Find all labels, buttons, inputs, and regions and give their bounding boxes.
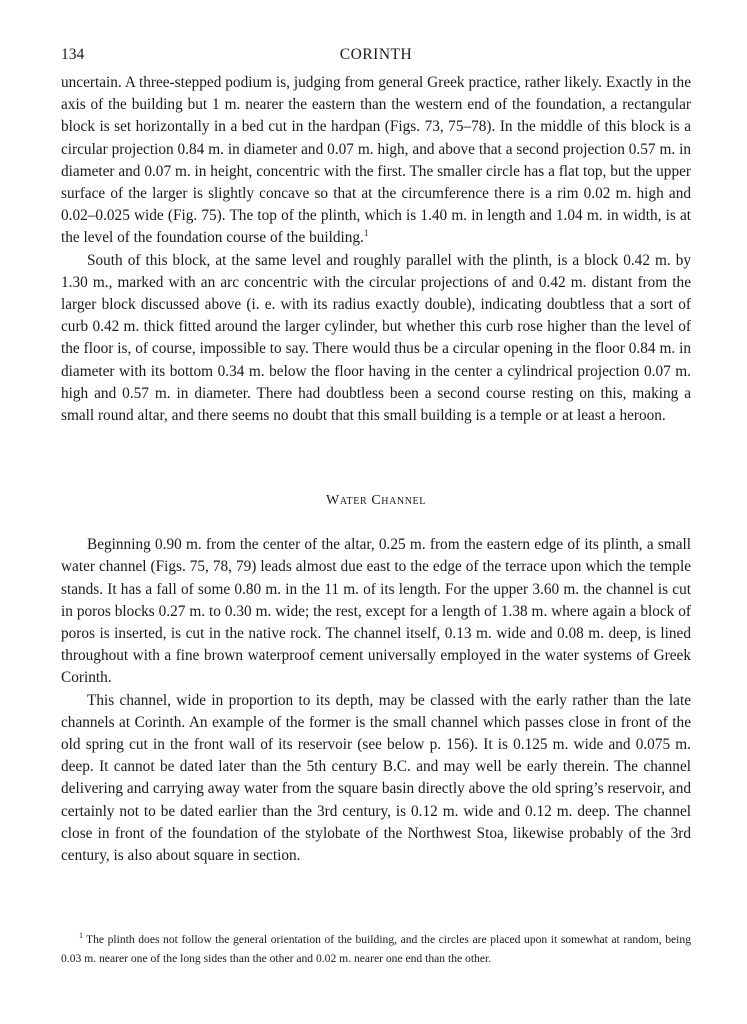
section-heading: Water Channel <box>326 493 426 509</box>
paragraph <box>61 534 691 689</box>
page <box>61 46 691 965</box>
body-text <box>61 72 691 867</box>
paragraph <box>61 250 691 428</box>
footnote-text: The plinth does not follow the general orientation of the building, and the circles are placed upon it somewhat at random, being 0.03 m. nearer one of the long sides than the other and 0.02 m. nearer one end than the other. <box>61 933 691 965</box>
footnote <box>61 930 691 968</box>
paragraph <box>61 72 691 250</box>
running-head <box>61 46 691 72</box>
section-temple <box>61 72 691 427</box>
footnote-reference[interactable]: 1 <box>363 228 369 239</box>
paragraph <box>61 690 691 868</box>
section-water-channel <box>61 490 691 867</box>
paragraph-text: This channel, wide in proportion to its depth, may be classed with the early rather than the late channels at Corinth. An example of the former is the small channel which passes close in front of the old spring cut in the front wall of its reservoir (see below p. 156). It is 0.125 m. wide and 0.075 m. deep. It cannot be dated later than the 5th century B.C. and may well be early therein. The channel delivering and carrying away water from the square basin directly above the old spring’s reservoir, and certainly not to be dated earlier than the 3rd century, is 0.12 m. wide and 0.12 m. deep. The channel close in front of the foundation of the stylobate of the Northwest Stoa, likewise probably of the 3rd century, is also about square in section. <box>61 691 691 865</box>
paragraph-text: South of this block, at the same level and roughly parallel with the plinth, is a block 0.42 m. by 1.30 m., marked with an arc concentric with the circular projections of and 0.42 m. distant from the larger block discussed above (i. e. with its radius exactly double), indicating doubtless that a sort of curb 0.42 m. thick fitted around the larger cylinder, but whether this curb rose higher than the level of the floor is, of course, impossible to say. There would thus be a circular opening in the floor 0.84 m. in diameter with its bottom 0.34 m. below the floor having in the center a cylindrical projection 0.07 m. high and 0.57 m. in diameter. There had doubtless been a second course resting on this, making a small round altar, and there seems no doubt that this small building is a temple or at least a heroon. <box>61 251 691 425</box>
paragraph-text: uncertain. A three-stepped podium is, judging from general Greek practice, rather likely. Exactly in the axis of the building but 1 m. nearer the eastern than the western end of the foundation, a rectangular block is set horizontally in a bed cut in the hardpan (Figs. 73, 75–78). In the middle of this block is a circular projection 0.84 m. in diameter and 0.07 m. high, and above that a second projection 0.57 m. in diameter and 0.07 m. in height, concentric with the first. The smaller circle has a flat top, but the upper surface of the larger is slightly concave so that at the circumference there is a rim 0.02 m. high and 0.02–0.025 wide (Fig. 75). The top of the plinth, which is 1.40 m. in length and 1.04 m. in width, is at the level of the foundation course of the building. <box>61 74 691 247</box>
footnote-mark: 1 <box>79 931 83 941</box>
page-number: 134 <box>61 46 85 63</box>
running-title: CORINTH <box>339 46 413 63</box>
paragraph-text: Beginning 0.90 m. from the center of the altar, 0.25 m. from the eastern edge of its plinth, a small water channel (Figs. 75, 78, 79) leads almost due east to the edge of the terrace upon which the temple stands. It has a fall of some 0.80 m. in the 11 m. of its length. For the upper 3.60 m. the channel is cut in poros blocks 0.27 m. to 0.30 m. wide; the rest, except for a length of 1.38 m. where again a block of poros is inserted, is cut in the native rock. The channel itself, 0.13 m. wide and 0.08 m. deep, is lined throughout with a fine brown waterproof cement universally employed in the water systems of Greek Corinth. <box>61 536 691 687</box>
